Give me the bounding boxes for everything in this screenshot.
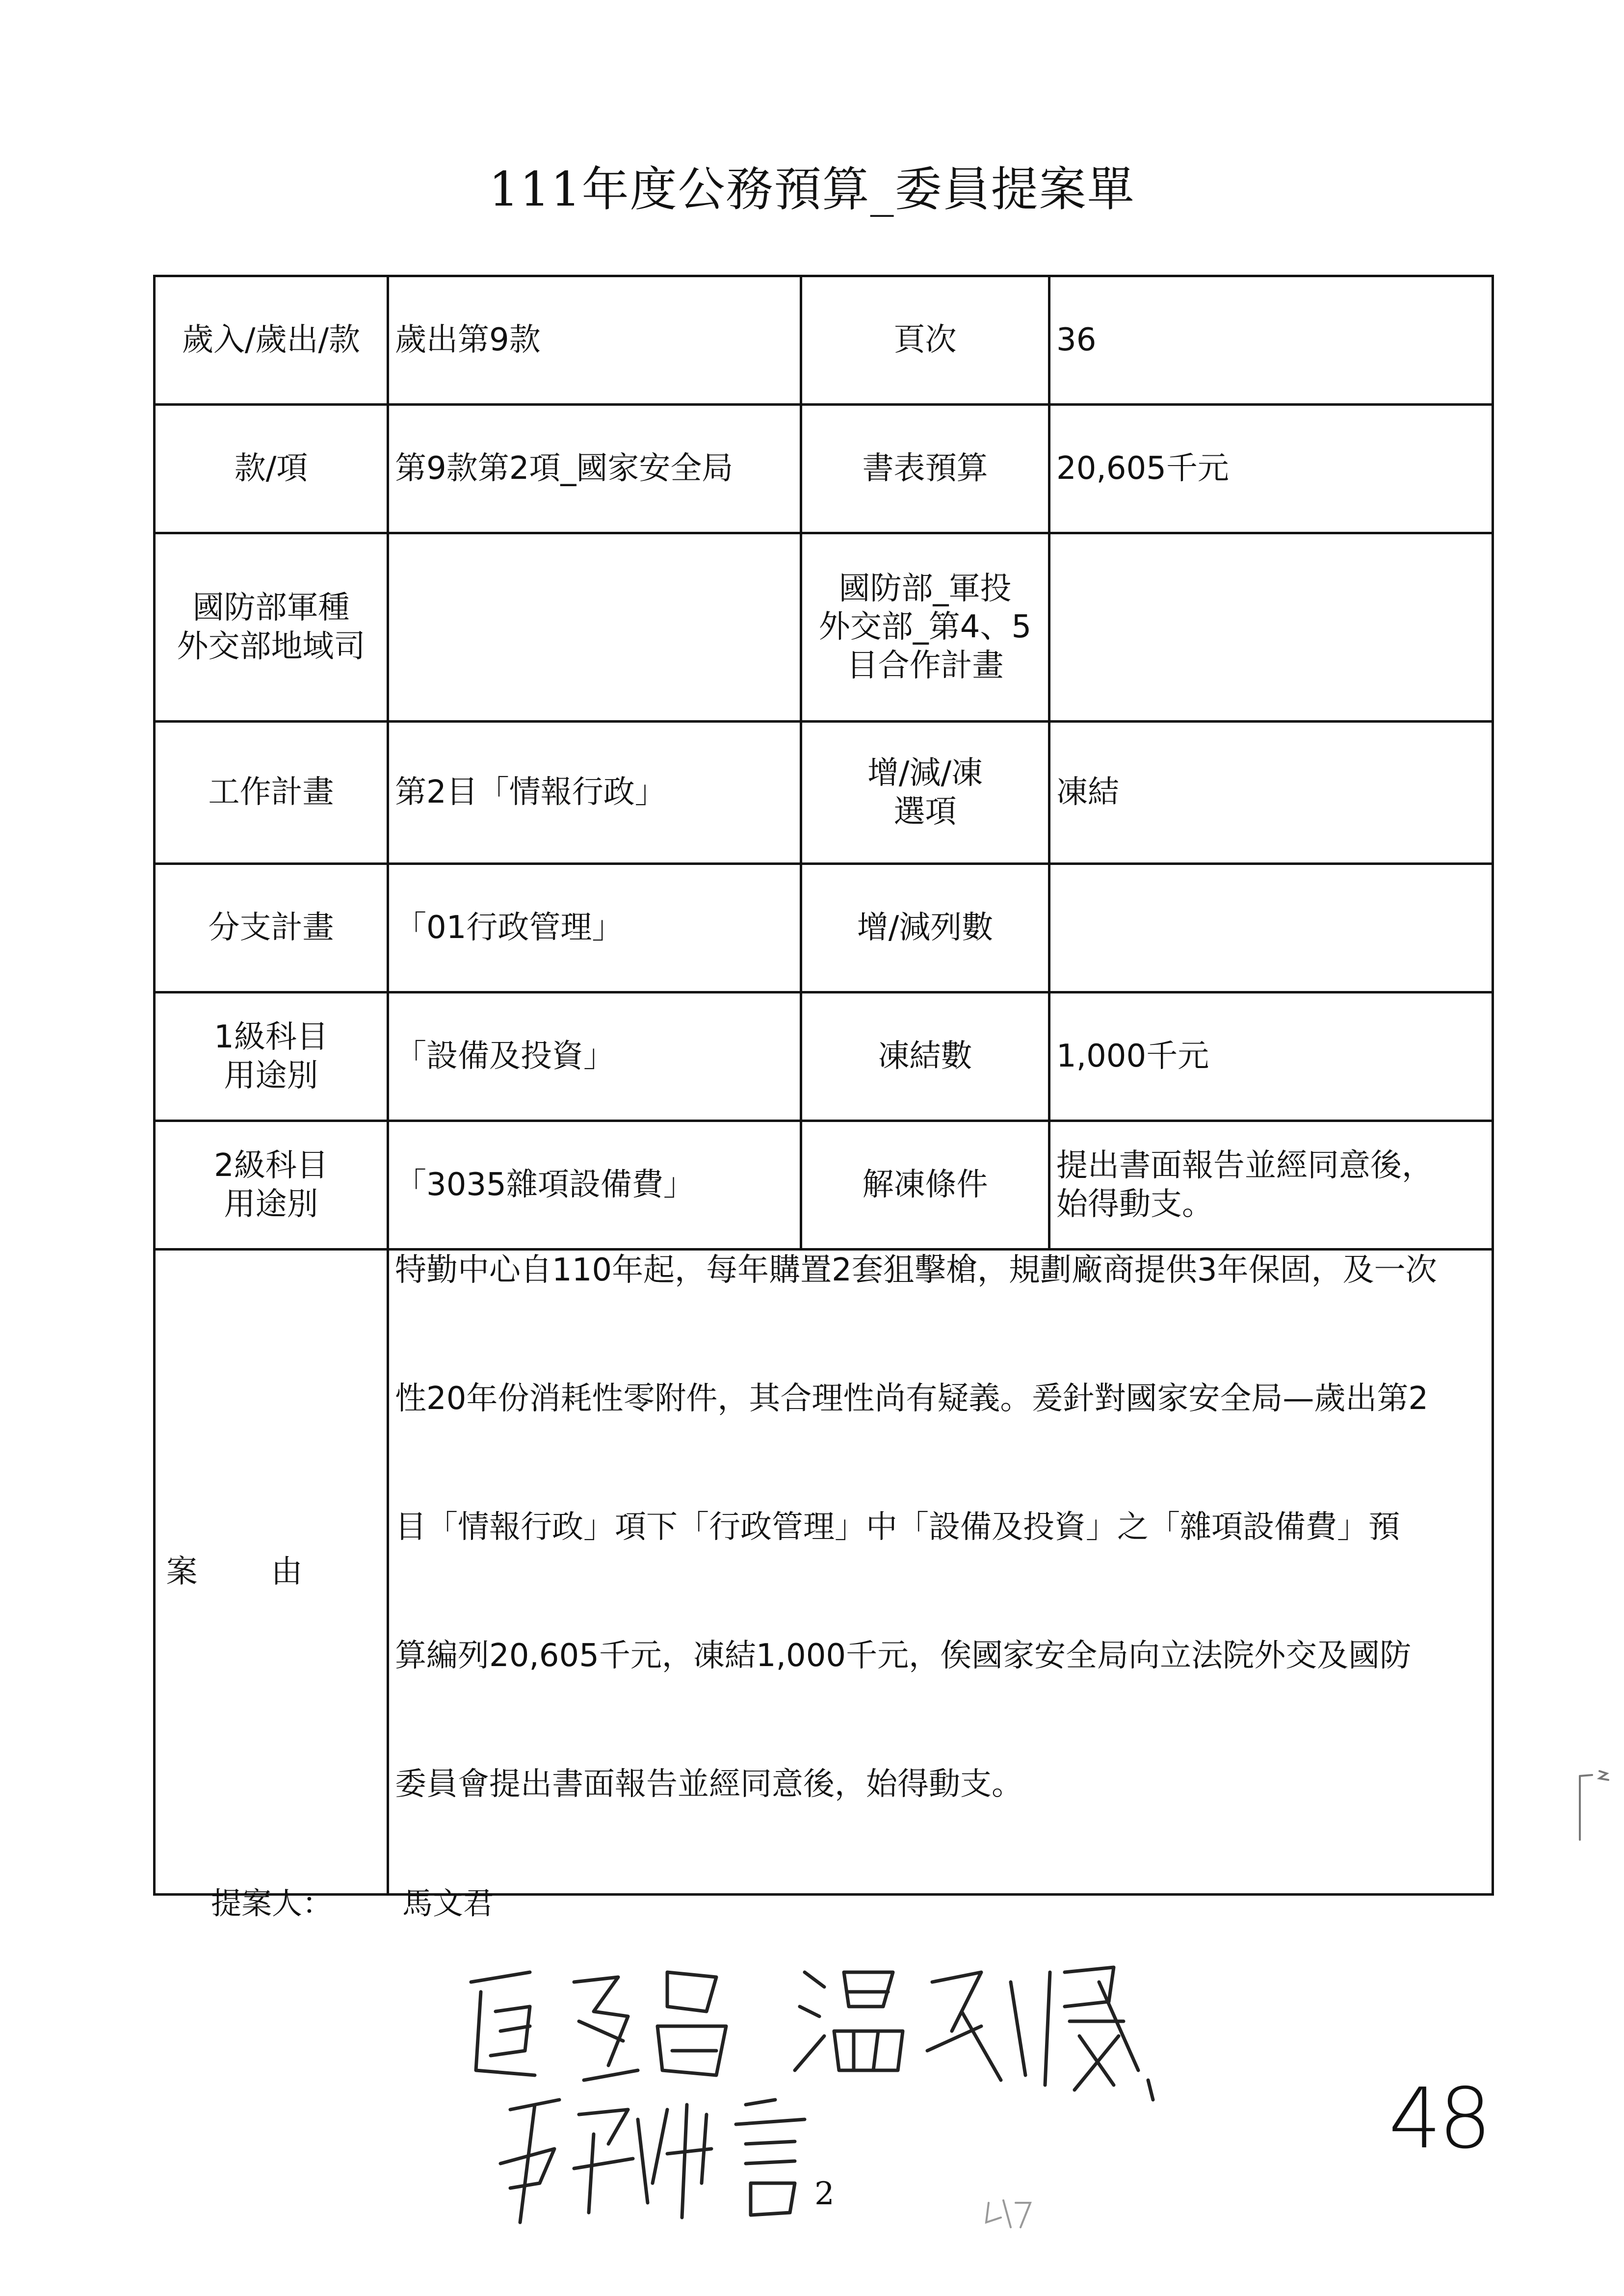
faint-pencil-mark bbox=[981, 2188, 1040, 2232]
row-label: 凍結數 bbox=[801, 992, 1049, 1121]
handwritten-page-number: 48 bbox=[1388, 2070, 1489, 2167]
row-value: 第9款第2項_國家安全局 bbox=[388, 405, 801, 533]
reason-row bbox=[155, 1250, 1493, 1895]
row-value: 凍結 bbox=[1049, 722, 1493, 864]
row-label: 2級科目 用途別 bbox=[155, 1121, 388, 1250]
reason-line: 算編列20,605千元，凍結1,000千元，俟國家安全局向立法院外交及國防 bbox=[395, 1638, 1412, 1674]
row-label: 增/減列數 bbox=[801, 864, 1049, 992]
row-value: 提出書面報告並經同意後， 始得動支。 bbox=[1049, 1121, 1493, 1250]
proposer-label: 提案人： bbox=[211, 1885, 333, 1921]
row-value bbox=[388, 533, 801, 722]
form-row bbox=[155, 992, 1493, 1121]
row-label: 工作計畫 bbox=[155, 722, 388, 864]
proposer bbox=[211, 1879, 494, 1923]
row-value: 第2目「情報行政」 bbox=[388, 722, 801, 864]
proposer-name: 馬文君 bbox=[402, 1885, 494, 1921]
row-label: 款/項 bbox=[155, 405, 388, 533]
form-row bbox=[155, 722, 1493, 864]
row-label: 解凍條件 bbox=[801, 1121, 1049, 1250]
form-row bbox=[155, 405, 1493, 533]
row-label: 分支計畫 bbox=[155, 864, 388, 992]
form-row bbox=[155, 864, 1493, 992]
row-label: 頁次 bbox=[801, 276, 1049, 405]
form-row bbox=[155, 276, 1493, 405]
row-value: 1,000千元 bbox=[1049, 992, 1493, 1121]
reason-label: 案由 bbox=[155, 1250, 388, 1895]
row-value: 歲出第9款 bbox=[388, 276, 801, 405]
margin-mark bbox=[1570, 1766, 1609, 1845]
row-label: 國防部軍種 外交部地域司 bbox=[155, 533, 388, 722]
row-value: 「01行政管理」 bbox=[388, 864, 801, 992]
row-label: 歲入/歲出/款 bbox=[155, 276, 388, 405]
form-row bbox=[155, 533, 1493, 722]
proposal-table bbox=[153, 275, 1494, 1896]
reason-line: 目「情報行政」項下「行政管理」中「設備及投資」之「雜項設備費」預 bbox=[395, 1509, 1400, 1545]
reason-text bbox=[388, 1250, 1493, 1895]
row-value bbox=[1049, 533, 1493, 722]
form-row bbox=[155, 1121, 1493, 1250]
reason-line: 性20年份消耗性零附件，其合理性尚有疑義。爰針對國家安全局—歲出第2 bbox=[395, 1381, 1429, 1417]
row-value: 36 bbox=[1049, 276, 1493, 405]
reason-line: 特勤中心自110年起，每年購置2套狙擊槍，規劃廠商提供3年保固，及一次 bbox=[395, 1252, 1437, 1288]
form-title: 111年度公務預算_委員提案單 bbox=[489, 162, 1135, 217]
row-label: 增/減/凍 選項 bbox=[801, 722, 1049, 864]
row-label: 國防部_軍投 外交部_第4、5 目合作計畫 bbox=[801, 533, 1049, 722]
row-value: 「設備及投資」 bbox=[388, 992, 801, 1121]
row-value: 20,605千元 bbox=[1049, 405, 1493, 533]
signature-group-2 bbox=[481, 2085, 854, 2232]
row-label: 書表預算 bbox=[801, 405, 1049, 533]
row-value: 「3035雜項設備費」 bbox=[388, 1121, 801, 1250]
reason-line: 委員會提出書面報告並經同意後，始得動支。 bbox=[395, 1766, 1023, 1802]
page-number: 2 bbox=[814, 2176, 835, 2212]
row-value bbox=[1049, 864, 1493, 992]
row-label: 1級科目 用途別 bbox=[155, 992, 388, 1121]
